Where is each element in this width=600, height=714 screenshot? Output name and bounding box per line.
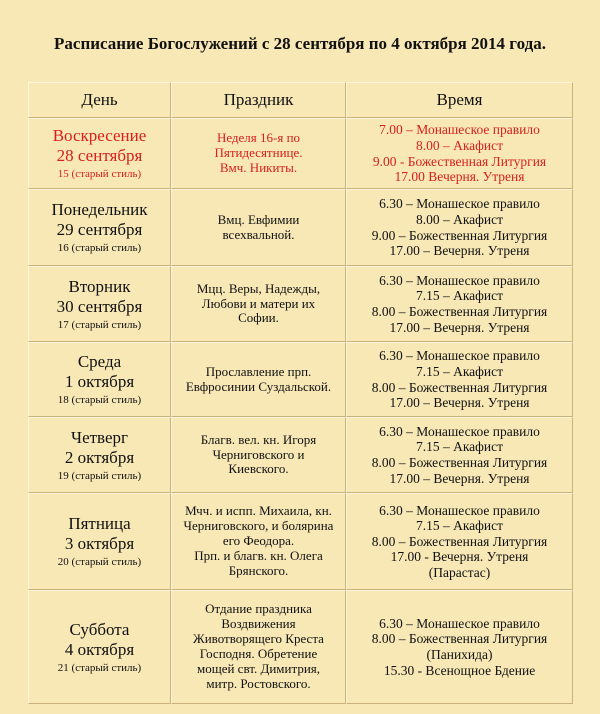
day-date: 2 октября [64,447,135,467]
table-row-monday [28,189,573,266]
feast-line: Черниговского и [212,446,305,462]
service-line: 8.00 – Божественная Литургия [371,455,548,470]
service-line: 17.00 – Вечерня. Утреня [389,395,530,411]
feast-line: его Феодора. [222,533,295,549]
service-line: 15.30 - Всенощное Бдение [383,662,536,678]
service-line: 8.00 – Акафист [415,137,504,153]
feast-line: Прп. и благв. кн. Олега [194,547,323,563]
feast-line: Неделя 16-я по [216,130,301,146]
feast-line: мощей свт. Димитрия, [196,660,321,676]
service-line: 8.00 – Акафист [415,211,504,227]
day-date: 4 октября [64,639,135,659]
service-line: 8.00 – Божественная Литургия [371,379,548,395]
service-line: 8.00 – Божественная Литургия [371,304,548,319]
day-date: 30 сентября [56,296,143,316]
services-cell [346,493,573,590]
services-cell [346,118,573,189]
feast-line: Господня. Обретение [199,646,318,661]
header-time: Время [346,82,573,118]
feast-line: Любови и матери их [201,295,316,311]
day-date: 3 октября [64,534,135,554]
feast-cell [171,493,346,590]
feast-line: Благв. вел. кн. Игоря [200,431,317,447]
day-date: 28 сентября [56,146,143,166]
feast-line: Евфросинии Суздальской. [185,378,332,394]
service-line: 9.00 – Божественная Литургия [371,227,548,243]
service-line: 6.30 – Монашеское правило [379,615,540,631]
day-name: Пятница [68,514,131,534]
services-cell [346,189,573,266]
day-cell [28,189,171,266]
day-name: Вторник [68,276,131,296]
table-row-tuesday [28,266,573,342]
service-line: 6.30 – Монашеское правило [379,196,540,212]
service-line: 6.30 – Монашеское правило [379,348,540,364]
feast-line: Вмч. Никиты. [219,159,298,175]
header-row [28,82,573,118]
feast-cell [171,118,346,189]
services-cell [346,342,573,417]
table-row-wednesday [28,342,573,417]
service-line: 17.00 – Вечерня. Утреня [389,319,530,335]
day-cell [28,266,171,342]
old-style-date: 19 (старый стиль) [57,469,142,482]
feast-cell [171,266,346,342]
feast-line: всехвальной. [222,226,295,242]
feast-line: Мцц. Веры, Надежды, [196,280,321,296]
service-line: 17.00 - Вечерня. Утреня [390,549,529,565]
service-line: 8.00 – Божественная Литургия [371,631,548,647]
day-name: Четверг [71,427,128,447]
feast-line: Воздвижения [221,616,296,632]
day-date: 1 октября [64,372,135,392]
old-style-date: 20 (старый стиль) [57,556,142,569]
table-row-saturday [28,590,573,704]
service-line: 7.00 – Монашеское правило [379,122,540,138]
old-style-date: 17 (старый стиль) [57,318,142,331]
feast-line: Отдание праздника [205,601,312,617]
services-cell [346,590,573,704]
day-name: Суббота [69,619,130,639]
feast-line: Мчч. и испп. Михаила, кн. [185,503,332,519]
feast-line: митр. Ростовского. [206,675,311,691]
old-style-date: 15 (старый стиль) [57,168,142,181]
day-name: Среда [77,352,122,372]
service-line: (Парастас) [428,564,491,580]
table-row-sunday [28,118,573,189]
table-row-friday [28,493,573,590]
feast-line: Вмц. Евфимии [217,211,300,227]
day-cell [28,342,171,417]
feast-line: Черниговского, и болярина [183,518,334,534]
service-line: 6.30 – Монашеское правило [379,502,540,518]
service-line: 7.15 – Акафист [415,288,504,304]
day-name: Воскресение [52,126,147,146]
service-line: 17.00 – Вечерня. Утреня [389,470,530,486]
service-line: 17.00 – Вечерня. Утреня [389,243,530,259]
feast-cell [171,417,346,493]
table-row-thursday [28,417,573,493]
old-style-date: 16 (старый стиль) [57,242,142,255]
feast-line: Пятидесятнице. [214,145,303,161]
service-line: 6.30 – Монашеское правило [379,272,540,288]
day-cell [28,417,171,493]
day-date: 29 сентября [56,220,143,240]
schedule-table [28,82,573,704]
old-style-date: 18 (старый стиль) [57,394,142,407]
day-cell [28,590,171,704]
feast-cell [171,342,346,417]
header-feast: Праздник [171,82,346,118]
feast-line: Киевского. [228,461,289,477]
service-line: (Панихида) [426,647,493,662]
feast-line: Брянского. [228,562,289,578]
service-line: 7.15 – Акафист [415,439,504,455]
day-cell [28,493,171,590]
service-line: 8.00 – Божественная Литургия [371,533,548,549]
header-day: День [28,82,171,118]
service-line: 6.30 – Монашеское правило [379,423,540,439]
services-cell [346,417,573,493]
service-line: 7.15 – Акафист [415,518,504,534]
day-cell [28,118,171,189]
feast-line: Софии. [238,310,279,326]
services-cell [346,266,573,342]
service-line: 9.00 - Божественная Литургия [372,153,547,169]
day-name: Понедельник [51,200,148,220]
page-title: Расписание Богослужений с 28 сентября по 4 октября 2014 года. [54,34,546,53]
feast-cell [171,590,346,704]
feast-cell [171,189,346,266]
service-line: 7.15 – Акафист [415,363,504,379]
old-style-date: 21 (старый стиль) [57,661,142,674]
feast-line: Животворящего Креста [193,631,324,647]
feast-line: Прославление прп. [205,363,312,379]
service-line: 17.00 Вечерня. Утреня [394,169,525,185]
